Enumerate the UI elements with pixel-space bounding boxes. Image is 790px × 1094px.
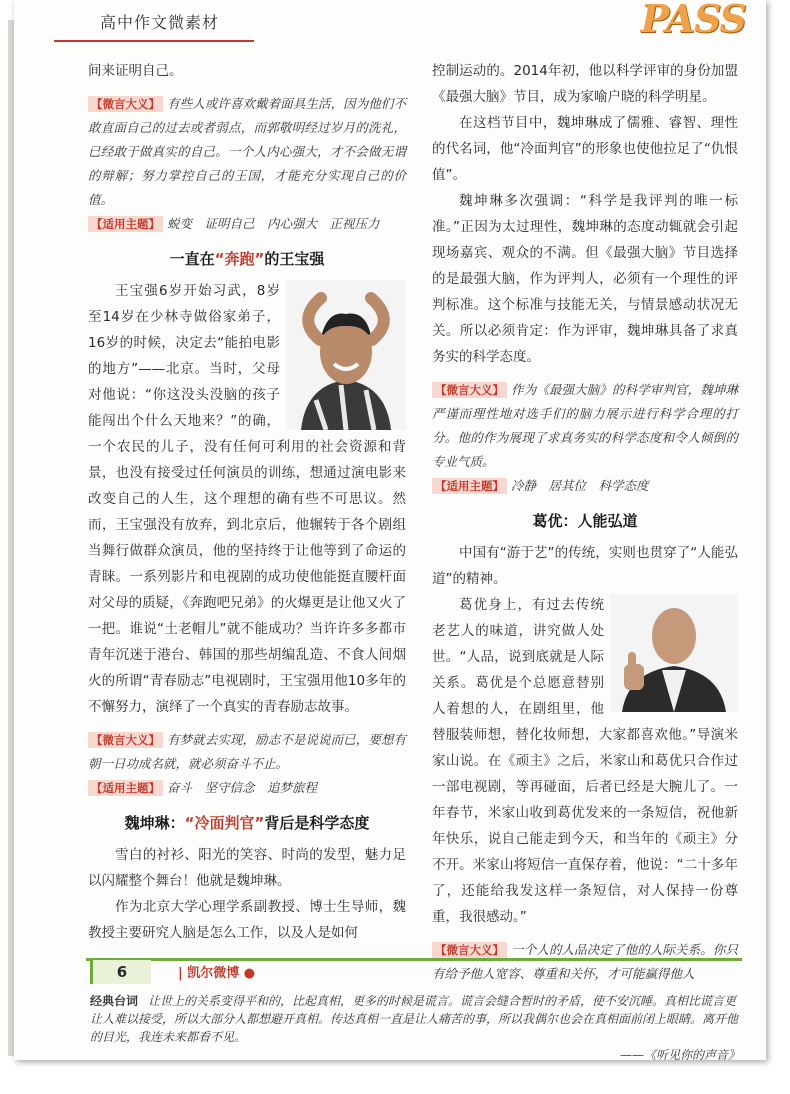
commentary: 【微言大义】 有梦就去实现，励志不是说说而已，要想有朝一日功成名就，就必须奋斗不止。 — [88, 732, 406, 771]
wang-baoqiang-photo — [286, 280, 406, 430]
header-rule — [54, 40, 254, 42]
article-heading: 一直在“奔跑”的王宝强 — [169, 250, 325, 268]
quote-text: 让世上的关系变得平和的，比起真相，更多的时候是谎言。谎言会缝合暂时的矛盾，使不安沉睡。真相比谎言更让人难以接受，所以大部分人都想避开真相。传达真相一直是让人痛苦的事，所以我偶尔也会在真相面前闭上眼睛。离开他的目光，我连未来都看不见。 — [90, 994, 739, 1044]
theme-tag: 【适用主题】 — [88, 780, 163, 796]
article-heading: 魏坤琳：“冷面判官”背后是科学态度 — [124, 814, 370, 832]
portrait-icon — [610, 594, 738, 712]
footer-title: | 凯尔微博 ● — [178, 966, 256, 981]
theme-line: 【适用主题】 蜕变 证明自己 内心强大 正视压力 — [88, 212, 406, 236]
right-column — [432, 58, 738, 986]
commentary-tag: 【微言大义】 — [88, 96, 163, 112]
commentary: 【微言大义】 有些人或许喜欢戴着面具生活，因为他们不敢直面自己的过去或者弱点，而郭敬明经过岁月的洗礼，已经敢于做真实的自己。一个人内心强大，才不会做无谓的辩解；努力掌控自己的王国，才能充分实现自己的价值。 — [88, 96, 406, 207]
commentary: 【微言大义】 作为《最强大脑》的科学审判官，魏坤琳严谨而理性地对选手们的脑力展示进行科学合理的打分。他的作为展现了求真务实的科学态度和令人倾倒的专业气质。 — [432, 382, 738, 469]
paragraph: 控制运动的。2014年初，他以科学评审的身份加盟《最强大脑》节目，成为家喻户晓的科学明星。 — [432, 63, 738, 105]
theme-line: 【适用主题】 冷静 居其位 科学态度 — [432, 474, 738, 498]
paragraph: 中国有“游于艺”的传统，实则也贯穿了“人能弘道”的精神。 — [432, 545, 738, 587]
paragraph: 间来证明自己。 — [88, 63, 183, 79]
footer-rule — [86, 958, 742, 961]
section-title: 高中作文微素材 — [100, 13, 220, 32]
theme-line: 【适用主题】 奋斗 坚守信念 追梦旅程 — [88, 776, 406, 800]
commentary-tag: 【微言大义】 — [88, 732, 163, 748]
paragraph: 雪白的衬衫、阳光的笑容、时尚的发型，魅力足以闪耀整个舞台！他就是魏坤琳。 — [88, 847, 406, 889]
paragraph: 作为北京大学心理学系副教授、博士生导师，魏教授主要研究人脑是怎么工作，以及人是如何 — [88, 899, 406, 941]
paragraph: 王宝强6岁开始习武，8岁至14岁在少林寺做俗家弟子，16岁的时候，决定去“能拍电影的地方”——北京。当时，父母对他说：“你这没头没脑的孩子能闯出个什么天地来？”的确，一个农民的儿子，没有任何可利用的社会资源和背景，也没有接受过任何演员的训练，想通过演电影来改变自己的人生，这个理想的确有些不可思议。然而，王宝强没有放弃，到北京后，他辗转于各个剧组当舞行做群众演员，他的坚持终于让他等到了命运的青睐。一系列影片和电视剧的成功使他能挺直腰杆面对父母的质疑，《奔跑吧兄弟》的火爆更是让他又火了一把。谁说“土老帽儿”就不能成功？当许许多多都市青年沉迷于港台、韩国的那些胡编乱造、不食人间烟火的所谓“青春励志”电视剧时，王宝强用他10多年的不懈努力，演绎了一个真实的青春励志故事。 — [88, 283, 406, 715]
theme-tag: 【适用主题】 — [88, 216, 163, 232]
ge-you-photo — [610, 594, 738, 712]
paragraph: 在这档节目中，魏坤琳成了儒雅、睿智、理性的代名词，他“冷面判官”的形象也使他拉足了“仇恨值”。 — [432, 115, 738, 183]
classic-quote — [90, 992, 740, 1064]
quote-source: ——《听见你的声音》 — [619, 1048, 740, 1062]
commentary-tag: 【微言大义】 — [432, 382, 507, 398]
article-heading: 葛优：人能弘道 — [532, 512, 638, 530]
brand-logo: PASS — [640, 0, 746, 41]
paragraph: 魏坤琳多次强调：“科学是我评判的唯一标准。”正因为太过理性，魏坤琳的态度动辄就会引起现场嘉宾、观众的不满。但《最强大脑》节目选择的是最强大脑，作为评判人，必须有一个理性的评判标准。这个标准与技能无关，与情景感动状况无关。所以必须肯定：作为评审，魏坤琳具备了求真务实的科学态度。 — [432, 193, 738, 365]
quote-label: 经典台词 — [90, 994, 139, 1008]
paragraph: 葛优身上，有过去传统老艺人的味道，讲究做人处世。“人品，说到底就是人际关系。葛优是个总愿意替别人着想的人，在剧组里，他替服装师想，替化妆师想，大家都喜欢他。”导演米家山说。在《顽主》之后，米家山和葛优只合作过一部电视剧，等再碰面，后者已经是大腕儿了。一年春节，米家山收到葛优发来的一条短信，祝他新年快乐，说自己能走到今天，和当年的《顽主》分不开。米家山将短信一直保存着，他说：“二十多年了，还能给我发这样一条短信，对人保持一份尊重，我很感动。” — [432, 597, 738, 925]
left-column — [88, 58, 406, 946]
theme-tag: 【适用主题】 — [432, 478, 507, 494]
portrait-icon — [286, 280, 406, 430]
commentary: 【微言大义】 一个人的人品决定了他的人际关系。你只有给予他人宽容、尊重和关怀，才可能赢得他人 — [432, 942, 738, 981]
page-number: 6 — [90, 960, 151, 984]
commentary-tag: 【微言大义】 — [432, 942, 507, 958]
